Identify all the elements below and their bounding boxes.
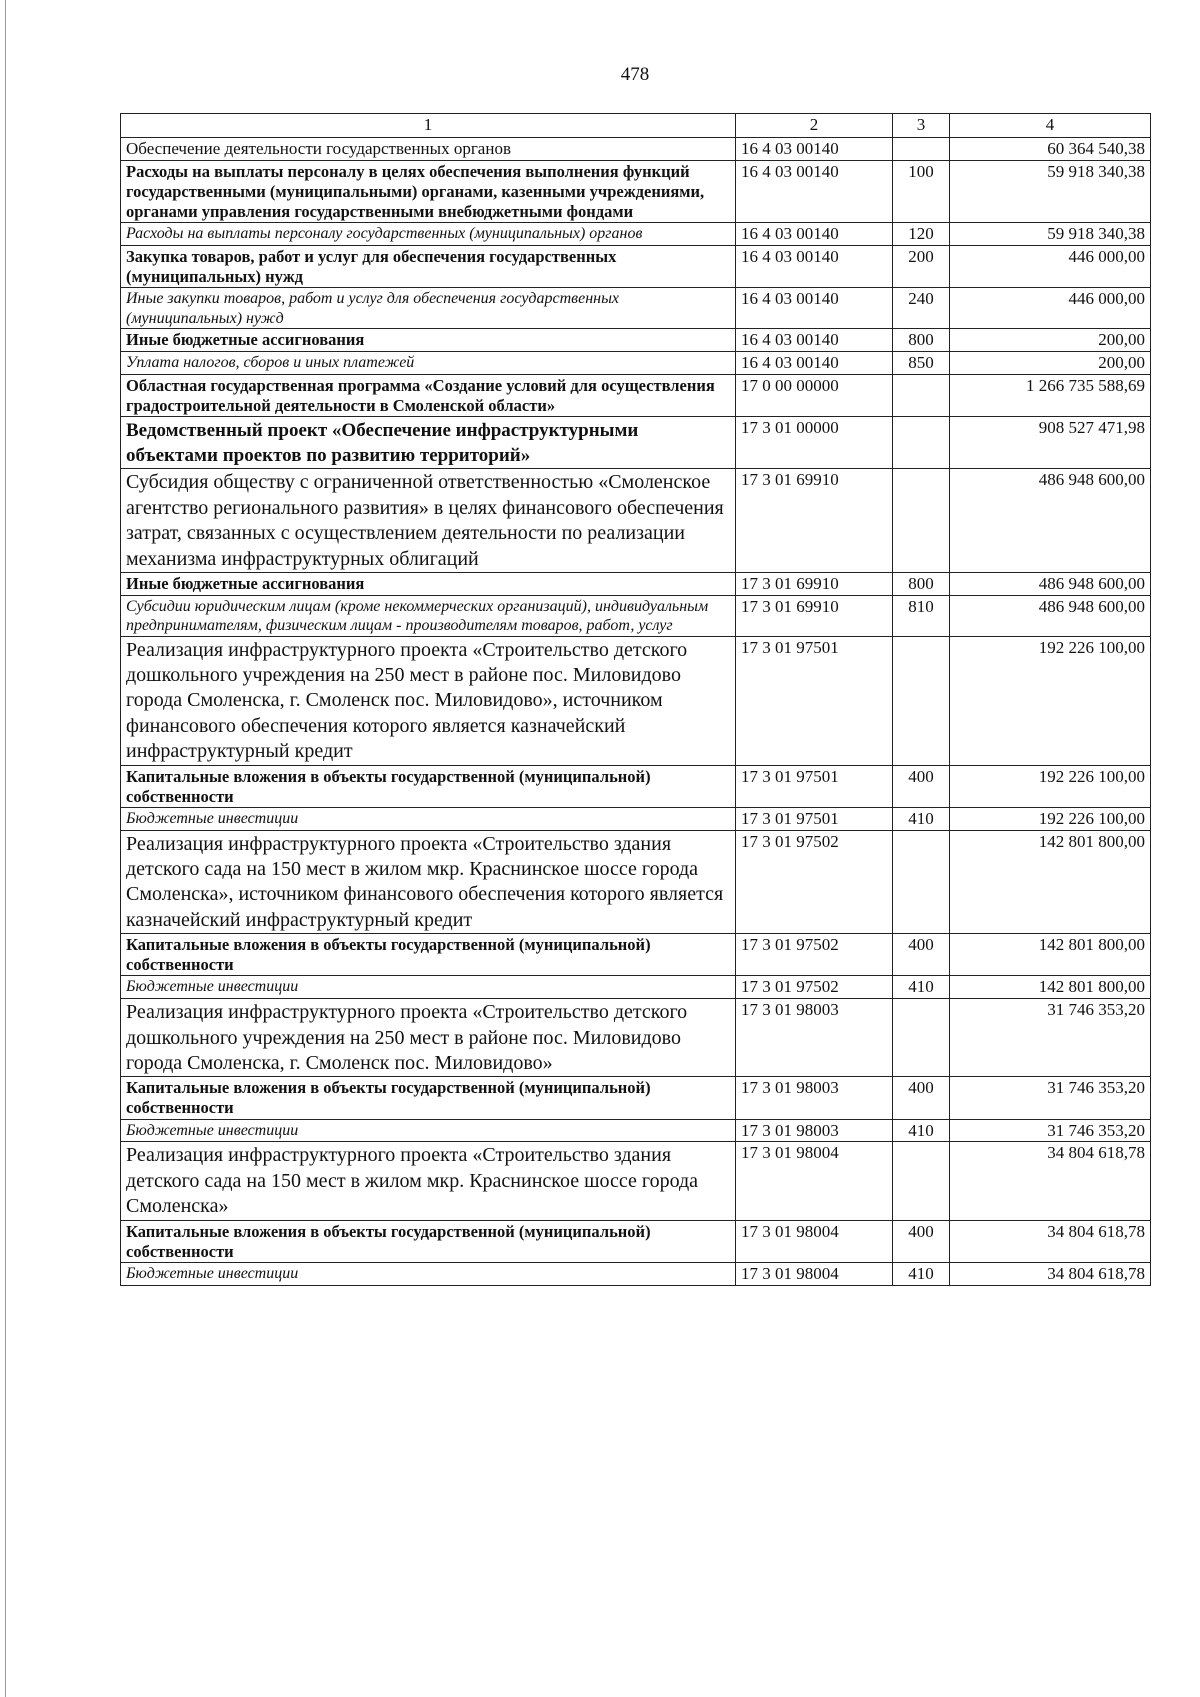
- row-name-cell: Бюджетные инвестиции: [121, 807, 736, 830]
- row-sum-cell: 486 948 600,00: [950, 595, 1151, 636]
- row-expense-type-cell: 200: [893, 245, 950, 287]
- row-name-cell: Реализация инфраструктурного проекта «Строительство здания детского сада на 150 мест в жилом мкр. Краснинское шоссе города Смоленска»: [121, 1142, 736, 1220]
- row-sum-cell: 200,00: [950, 351, 1151, 374]
- row-sum-cell: 446 000,00: [950, 288, 1151, 329]
- row-code-cell: 17 3 01 98004: [736, 1142, 893, 1220]
- row-expense-type-cell: 400: [893, 1077, 950, 1119]
- row-sum-cell: 486 948 600,00: [950, 572, 1151, 595]
- row-code-cell: 17 0 00 00000: [736, 374, 893, 416]
- table-row: [121, 636, 1151, 765]
- row-expense-type-cell: [893, 1142, 950, 1220]
- table-row: [121, 138, 1151, 161]
- table-row: [121, 1119, 1151, 1142]
- row-sum-cell: 59 918 340,38: [950, 160, 1151, 222]
- row-code-cell: 17 3 01 98003: [736, 1077, 893, 1119]
- row-name-cell: Ведомственный проект «Обеспечение инфраструктурными объектами проектов по развитию территорий»: [121, 416, 736, 469]
- table-row: [121, 976, 1151, 999]
- table-row: [121, 374, 1151, 416]
- header-cell-expense-type: 3: [893, 114, 950, 138]
- row-sum-cell: 192 226 100,00: [950, 765, 1151, 807]
- row-sum-cell: 446 000,00: [950, 245, 1151, 287]
- row-expense-type-cell: 400: [893, 1220, 950, 1262]
- row-expense-type-cell: [893, 138, 950, 161]
- row-sum-cell: 34 804 618,78: [950, 1142, 1151, 1220]
- row-name-cell: Реализация инфраструктурного проекта «Строительство здания детского сада на 150 мест в жилом мкр. Краснинское шоссе города Смоленска», источником финансового обеспечения которого является казначейский инфраструктурный кредит: [121, 830, 736, 934]
- row-expense-type-cell: [893, 830, 950, 934]
- row-expense-type-cell: 410: [893, 1119, 950, 1142]
- row-code-cell: 17 3 01 69910: [736, 572, 893, 595]
- row-code-cell: 17 3 01 97501: [736, 765, 893, 807]
- row-sum-cell: 31 746 353,20: [950, 1119, 1151, 1142]
- header-cell-name: 1: [121, 114, 736, 138]
- row-name-cell: Областная государственная программа «Создание условий для осуществления градостроительной деятельности в Смоленской области»: [121, 374, 736, 416]
- row-sum-cell: 486 948 600,00: [950, 469, 1151, 573]
- row-sum-cell: 192 226 100,00: [950, 636, 1151, 765]
- row-expense-type-cell: [893, 636, 950, 765]
- row-code-cell: 16 4 03 00140: [736, 288, 893, 329]
- row-name-cell: Капитальные вложения в объекты государственной (муниципальной) собственности: [121, 934, 736, 976]
- row-expense-type-cell: [893, 999, 950, 1077]
- table-row: [121, 245, 1151, 287]
- budget-table: [120, 113, 1151, 1286]
- row-expense-type-cell: 850: [893, 351, 950, 374]
- row-expense-type-cell: 410: [893, 1262, 950, 1285]
- row-expense-type-cell: 410: [893, 807, 950, 830]
- row-expense-type-cell: 810: [893, 595, 950, 636]
- row-code-cell: 16 4 03 00140: [736, 329, 893, 352]
- row-code-cell: 17 3 01 97501: [736, 636, 893, 765]
- row-name-cell: Закупка товаров, работ и услуг для обеспечения государственных (муниципальных) нужд: [121, 245, 736, 287]
- row-code-cell: 17 3 01 97502: [736, 934, 893, 976]
- table-row: [121, 160, 1151, 222]
- row-sum-cell: 31 746 353,20: [950, 1077, 1151, 1119]
- row-code-cell: 16 4 03 00140: [736, 223, 893, 246]
- table-row: [121, 223, 1151, 246]
- row-expense-type-cell: 800: [893, 572, 950, 595]
- row-sum-cell: 1 266 735 588,69: [950, 374, 1151, 416]
- row-name-cell: Капитальные вложения в объекты государственной (муниципальной) собственности: [121, 765, 736, 807]
- row-name-cell: Расходы на выплаты персоналу государственных (муниципальных) органов: [121, 223, 736, 246]
- row-code-cell: 16 4 03 00140: [736, 160, 893, 222]
- table-row: [121, 351, 1151, 374]
- row-name-cell: Капитальные вложения в объекты государственной (муниципальной) собственности: [121, 1220, 736, 1262]
- table-row: [121, 416, 1151, 469]
- table-row: [121, 1220, 1151, 1262]
- table-row: [121, 595, 1151, 636]
- row-code-cell: 17 3 01 97502: [736, 830, 893, 934]
- row-expense-type-cell: 800: [893, 329, 950, 352]
- row-name-cell: Обеспечение деятельности государственных органов: [121, 138, 736, 161]
- row-expense-type-cell: 400: [893, 934, 950, 976]
- row-code-cell: 17 3 01 69910: [736, 469, 893, 573]
- table-row: [121, 1077, 1151, 1119]
- row-expense-type-cell: [893, 469, 950, 573]
- row-name-cell: Реализация инфраструктурного проекта «Строительство детского дошкольного учреждения на 250 мест в районе пос. Миловидово города Смоленска, г. Смоленск пос. Миловидово», источником финансового обеспечения которого является казначейский инфраструктурный кредит: [121, 636, 736, 765]
- row-code-cell: 17 3 01 97502: [736, 976, 893, 999]
- row-expense-type-cell: [893, 374, 950, 416]
- row-sum-cell: 142 801 800,00: [950, 976, 1151, 999]
- row-name-cell: Иные бюджетные ассигнования: [121, 329, 736, 352]
- row-name-cell: Расходы на выплаты персоналу в целях обеспечения выполнения функций государственными (муниципальными) органами, казенными учреждениями, органами управления государственными внебюджетными фондами: [121, 160, 736, 222]
- row-sum-cell: 142 801 800,00: [950, 934, 1151, 976]
- row-name-cell: Субсидия обществу с ограниченной ответственностью «Смоленское агентство регионального развития» в целях финансового обеспечения затрат, связанных с осуществлением деятельности по реализации механизма инфраструктурных облигаций: [121, 469, 736, 573]
- row-sum-cell: 31 746 353,20: [950, 999, 1151, 1077]
- row-expense-type-cell: 240: [893, 288, 950, 329]
- row-expense-type-cell: [893, 416, 950, 469]
- row-sum-cell: 192 226 100,00: [950, 807, 1151, 830]
- row-name-cell: Иные закупки товаров, работ и услуг для обеспечения государственных (муниципальных) нужд: [121, 288, 736, 329]
- row-name-cell: Иные бюджетные ассигнования: [121, 572, 736, 595]
- table-row: [121, 329, 1151, 352]
- row-code-cell: 17 3 01 98004: [736, 1220, 893, 1262]
- row-code-cell: 16 4 03 00140: [736, 245, 893, 287]
- row-code-cell: 17 3 01 97501: [736, 807, 893, 830]
- table-row: [121, 807, 1151, 830]
- row-name-cell: Субсидии юридическим лицам (кроме некоммерческих организаций), индивидуальным предпринимателям, физическим лицам - производителям товаров, работ, услуг: [121, 595, 736, 636]
- row-name-cell: Реализация инфраструктурного проекта «Строительство детского дошкольного учреждения на 250 мест в районе пос. Миловидово города Смоленска, г. Смоленск пос. Миловидово»: [121, 999, 736, 1077]
- scan-edge-line: [5, 0, 6, 1697]
- table-row: [121, 999, 1151, 1077]
- row-code-cell: 16 4 03 00140: [736, 351, 893, 374]
- row-sum-cell: 908 527 471,98: [950, 416, 1151, 469]
- row-name-cell: Бюджетные инвестиции: [121, 976, 736, 999]
- row-sum-cell: 200,00: [950, 329, 1151, 352]
- row-expense-type-cell: 120: [893, 223, 950, 246]
- row-code-cell: 17 3 01 00000: [736, 416, 893, 469]
- budget-table-body: [121, 114, 1151, 1286]
- row-expense-type-cell: 100: [893, 160, 950, 222]
- row-name-cell: Бюджетные инвестиции: [121, 1119, 736, 1142]
- page-number: 478: [620, 64, 650, 85]
- row-code-cell: 17 3 01 69910: [736, 595, 893, 636]
- row-expense-type-cell: 410: [893, 976, 950, 999]
- row-code-cell: 17 3 01 98003: [736, 1119, 893, 1142]
- table-row: [121, 934, 1151, 976]
- table-row: [121, 1262, 1151, 1285]
- header-cell-sum: 4: [950, 114, 1151, 138]
- row-sum-cell: 34 804 618,78: [950, 1262, 1151, 1285]
- table-row: [121, 572, 1151, 595]
- header-cell-code: 2: [736, 114, 893, 138]
- row-code-cell: 16 4 03 00140: [736, 138, 893, 161]
- table-row: [121, 830, 1151, 934]
- table-row: [121, 288, 1151, 329]
- table-row: [121, 469, 1151, 573]
- table-header-row: [121, 114, 1151, 138]
- row-sum-cell: 142 801 800,00: [950, 830, 1151, 934]
- table-row: [121, 765, 1151, 807]
- row-name-cell: Бюджетные инвестиции: [121, 1262, 736, 1285]
- row-code-cell: 17 3 01 98003: [736, 999, 893, 1077]
- row-sum-cell: 59 918 340,38: [950, 223, 1151, 246]
- row-code-cell: 17 3 01 98004: [736, 1262, 893, 1285]
- row-name-cell: Капитальные вложения в объекты государственной (муниципальной) собственности: [121, 1077, 736, 1119]
- table-row: [121, 1142, 1151, 1220]
- row-expense-type-cell: 400: [893, 765, 950, 807]
- row-sum-cell: 60 364 540,38: [950, 138, 1151, 161]
- row-sum-cell: 34 804 618,78: [950, 1220, 1151, 1262]
- row-name-cell: Уплата налогов, сборов и иных платежей: [121, 351, 736, 374]
